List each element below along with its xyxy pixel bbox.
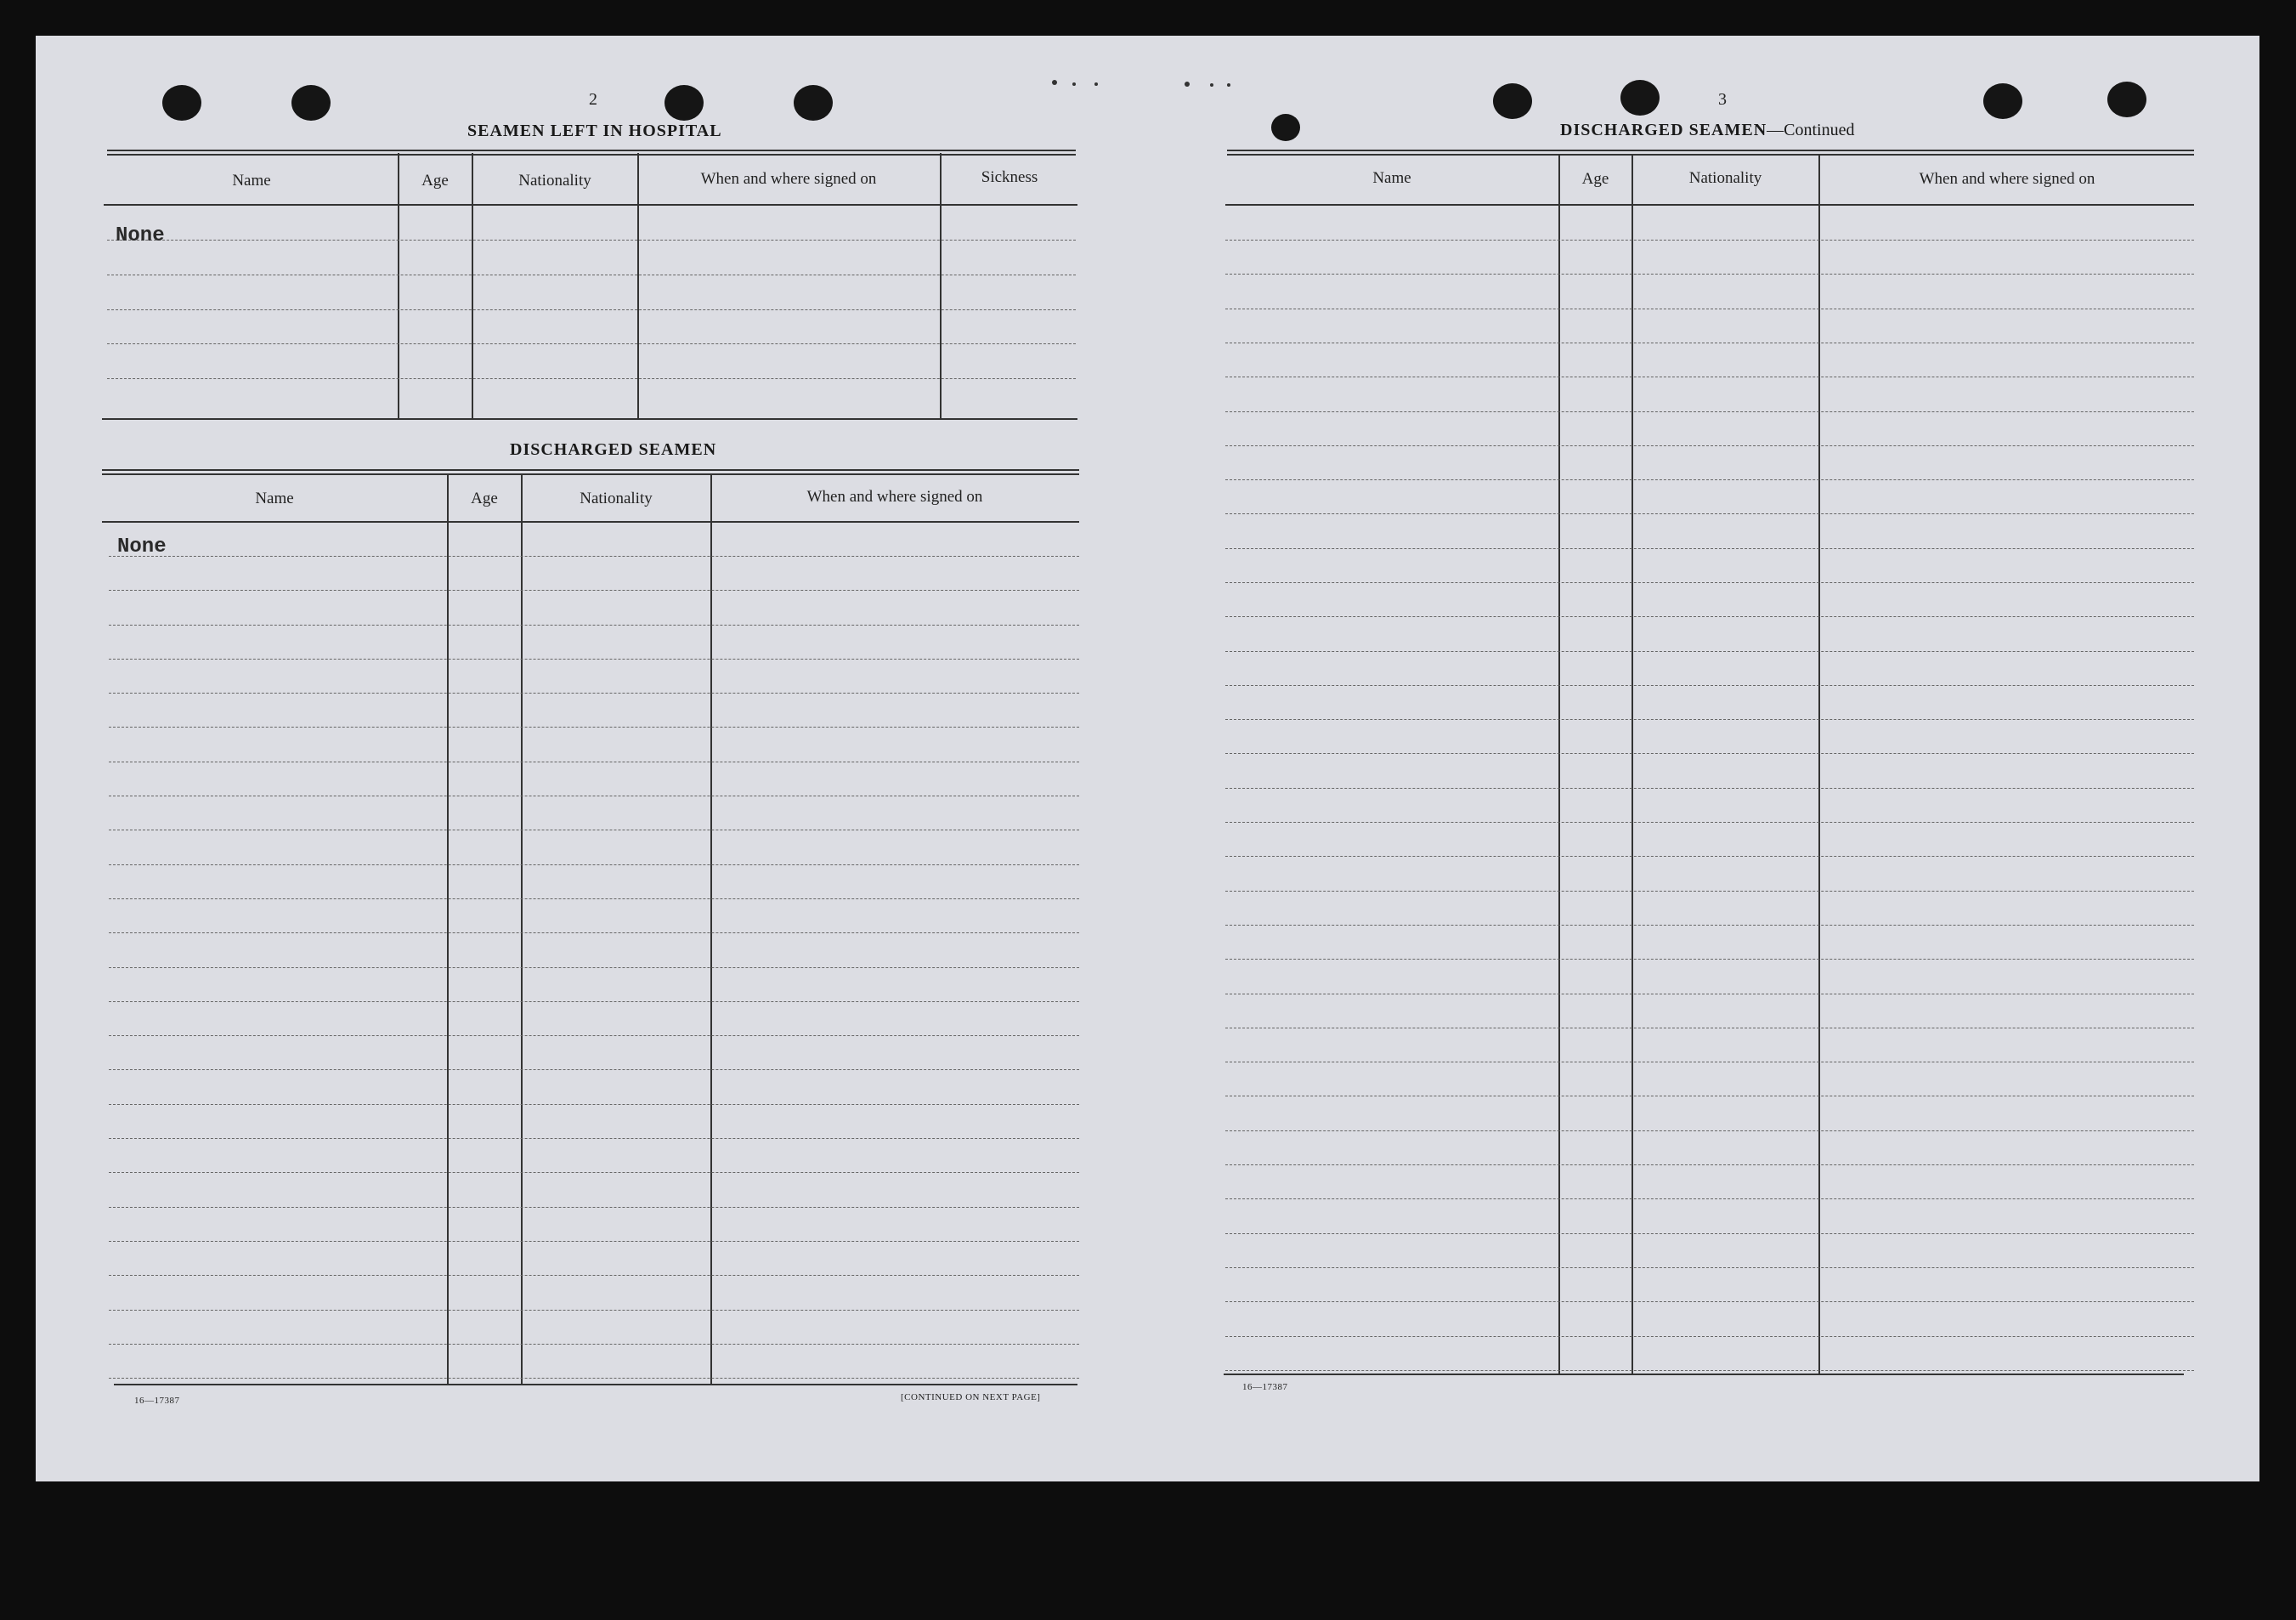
- speck: [1227, 83, 1230, 87]
- col-divider: [521, 474, 523, 1385]
- page-number-left: 2: [589, 90, 597, 109]
- ruled-line: [1225, 822, 2194, 823]
- ruled-line: [107, 343, 1076, 344]
- ruled-line: [1225, 411, 2194, 412]
- right-header-rule: [1225, 204, 2194, 206]
- ruled-line: [109, 590, 1079, 591]
- hospital-col-age: Age: [421, 172, 449, 190]
- discharged-bottom-rule: [114, 1384, 1077, 1385]
- ruled-line: [109, 1069, 1079, 1070]
- ruled-line: [1225, 925, 2194, 926]
- discharged-header-rule: [102, 521, 1079, 523]
- discharged-col-signed-on: When and where signed on: [806, 488, 983, 506]
- ruled-line: [109, 659, 1079, 660]
- ruled-line: [1225, 1267, 2194, 1268]
- ruled-line: [1225, 513, 2194, 514]
- ruled-line: [109, 1035, 1079, 1036]
- hospital-entry: None: [116, 224, 165, 247]
- ruled-line: [107, 309, 1076, 310]
- ruled-line: [109, 898, 1079, 899]
- ruled-line: [109, 864, 1079, 865]
- ruled-line: [1225, 651, 2194, 652]
- form-number-left: 16—17387: [134, 1396, 180, 1406]
- ruled-line: [1225, 479, 2194, 480]
- col-divider: [1818, 155, 1820, 1375]
- ruled-line: [1225, 1198, 2194, 1199]
- col-divider: [710, 474, 712, 1385]
- discharged-col-name: Name: [255, 490, 294, 507]
- ruled-line: [107, 378, 1076, 379]
- ruled-line: [1225, 1301, 2194, 1302]
- ruled-line: [1225, 685, 2194, 686]
- ruled-line: [109, 1241, 1079, 1242]
- right-col-signed-on: When and where signed on: [1919, 170, 2095, 188]
- punch-hole: [162, 85, 201, 121]
- ruled-line: [109, 693, 1079, 694]
- hospital-header-rule: [104, 204, 1077, 206]
- ruled-line: [1225, 959, 2194, 960]
- page-number-right: 3: [1718, 90, 1727, 109]
- discharged-table-top-rule: [102, 469, 1079, 475]
- ruled-line: [1225, 719, 2194, 720]
- document-sheet: [36, 36, 2259, 1481]
- col-divider: [447, 474, 449, 1385]
- ruled-line: [109, 1104, 1079, 1105]
- ruled-line: [109, 1344, 1079, 1345]
- ruled-line: [1225, 582, 2194, 583]
- hospital-table-top-rule: [107, 150, 1076, 156]
- speck: [1185, 82, 1190, 87]
- right-section-title-continued: —Continued: [1767, 121, 1855, 139]
- punch-hole: [1983, 83, 2022, 119]
- punch-hole: [794, 85, 833, 121]
- col-divider: [1632, 155, 1633, 1375]
- right-col-name: Name: [1372, 169, 1411, 187]
- ruled-line: [109, 1310, 1079, 1311]
- speck: [1210, 83, 1213, 87]
- hospital-col-nationality: Nationality: [518, 172, 591, 190]
- ruled-line: [109, 1378, 1079, 1379]
- ruled-line: [109, 1001, 1079, 1002]
- ruled-line: [1225, 274, 2194, 275]
- ruled-line: [109, 1138, 1079, 1139]
- ruled-line: [1225, 1164, 2194, 1165]
- ruled-line: [107, 240, 1076, 241]
- ruled-line: [1225, 240, 2194, 241]
- right-table-top-rule: [1227, 150, 2194, 156]
- hospital-section-title: SEAMEN LEFT IN HOSPITAL: [467, 122, 722, 140]
- ruled-line: [1225, 1233, 2194, 1234]
- right-col-age: Age: [1581, 170, 1609, 188]
- ruled-line: [1225, 1130, 2194, 1131]
- form-number-right: 16—17387: [1242, 1382, 1288, 1392]
- ruled-line: [1225, 753, 2194, 754]
- discharged-entry: None: [117, 535, 167, 558]
- discharged-section-title: DISCHARGED SEAMEN: [510, 440, 717, 459]
- punch-hole: [664, 85, 704, 121]
- ruled-line: [109, 556, 1079, 557]
- right-section-title: [1560, 121, 1855, 140]
- punch-hole: [291, 85, 331, 121]
- ruled-line: [1225, 616, 2194, 617]
- hospital-col-signed-on: When and where signed on: [700, 170, 877, 188]
- ruled-line: [109, 1172, 1079, 1173]
- punch-hole: [1493, 83, 1532, 119]
- hospital-bottom-rule: [102, 418, 1077, 420]
- speck: [1094, 82, 1098, 86]
- ruled-line: [1225, 856, 2194, 857]
- ruled-line: [109, 625, 1079, 626]
- ruled-line: [1225, 548, 2194, 549]
- punch-hole: [2107, 82, 2146, 117]
- speck: [1052, 80, 1057, 85]
- ruled-line: [1225, 445, 2194, 446]
- right-col-nationality: Nationality: [1688, 169, 1762, 187]
- ruled-line: [1225, 788, 2194, 789]
- punch-hole: [1271, 114, 1300, 141]
- ruled-line: [109, 932, 1079, 933]
- continued-note: [CONTINUED ON NEXT PAGE]: [901, 1392, 1041, 1402]
- hospital-col-name: Name: [232, 172, 271, 190]
- discharged-col-nationality: Nationality: [580, 490, 653, 507]
- ruled-line: [1225, 1370, 2194, 1371]
- right-section-title-main: DISCHARGED SEAMEN: [1560, 121, 1767, 139]
- speck: [1072, 82, 1076, 86]
- ruled-line: [109, 1207, 1079, 1208]
- ruled-line: [109, 967, 1079, 968]
- ruled-line: [1225, 891, 2194, 892]
- col-divider: [1558, 155, 1560, 1375]
- punch-hole: [1620, 80, 1660, 116]
- ruled-line: [1225, 1336, 2194, 1337]
- hospital-col-sickness: Sickness: [981, 168, 1038, 186]
- right-bottom-rule: [1224, 1374, 2184, 1375]
- discharged-col-age: Age: [471, 490, 498, 507]
- ruled-line: [109, 727, 1079, 728]
- ruled-line: [109, 1275, 1079, 1276]
